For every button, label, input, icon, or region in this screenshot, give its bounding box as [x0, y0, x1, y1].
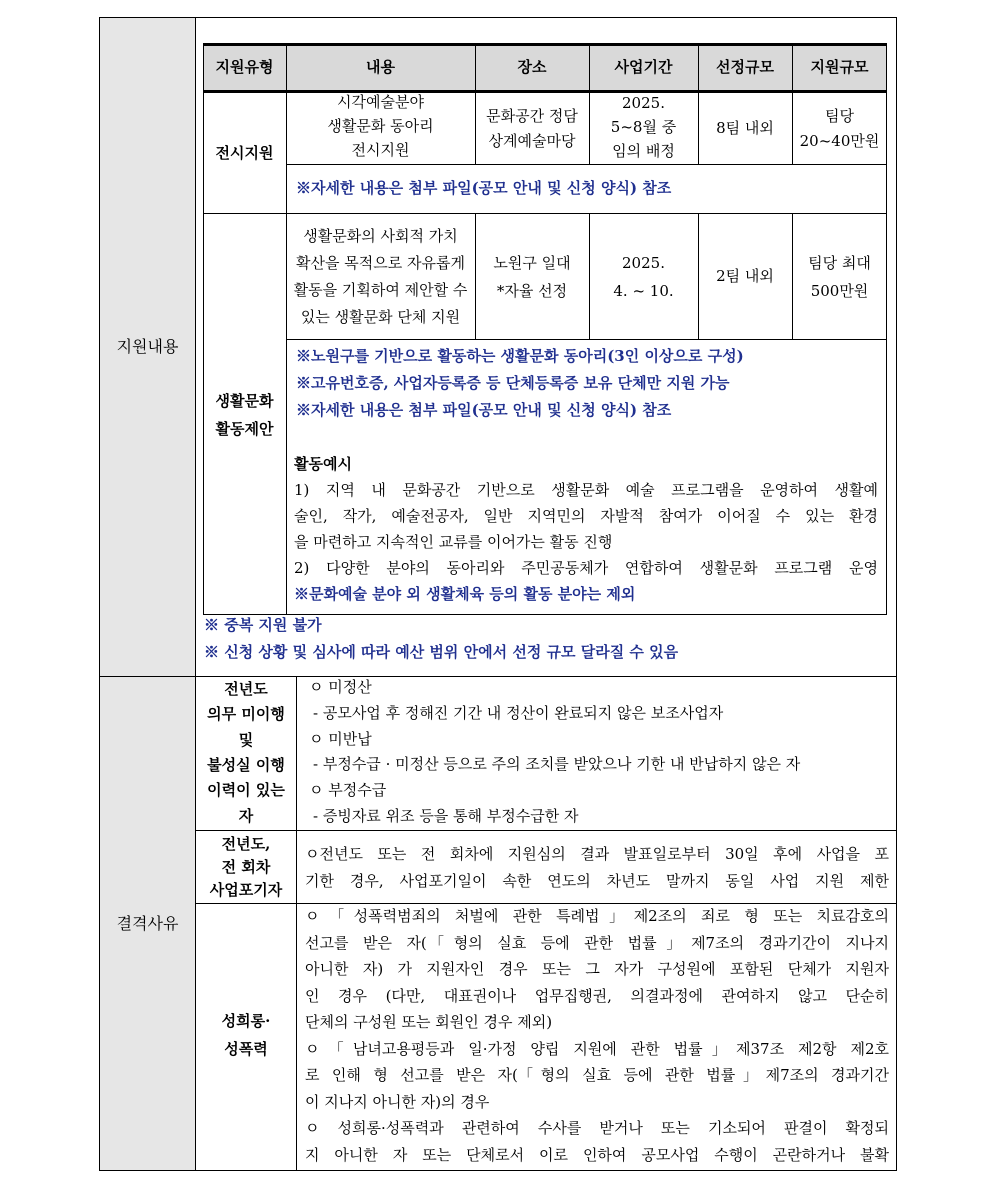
disq-row1-line-1: ㅇ 미정산	[309, 678, 372, 696]
disq-row3-label: 성희롱· 성폭력	[221, 1012, 271, 1058]
disq-row2-line-1: ㅇ전년도 또는 전 회차에 지원심의 결과 발표일로부터 30일 후에 사업을 포	[305, 845, 889, 863]
header-place: 장소	[517, 58, 547, 76]
disq-row1-label: 전년도 의무 미이행 및 불성실 이행 이력이 있는 자	[207, 680, 285, 825]
proposal-note-1: ※노원구를 기반으로 활동하는 생활문화 동아리(3인 이상으로 구성)	[296, 347, 744, 365]
disq-label-divider	[296, 676, 297, 1171]
disq-row1-line-3: ㅇ 미반납	[309, 729, 372, 748]
disq-row3-line-8: 이 지나지 아니한 자)의 경우	[305, 1092, 490, 1111]
proposal-type: 생활문화 활동제안	[215, 392, 274, 438]
header-content: 내용	[366, 58, 395, 76]
disq-row3-line-1: ㅇ「성폭력범죄의 처벌에 관한 특례법」제2조의 죄로 형 또는 치료감호의	[305, 907, 889, 925]
activity-examples	[294, 451, 878, 607]
header-support-amount: 지원규모	[810, 58, 869, 76]
section-label-disqualification: 결격사유	[116, 914, 179, 933]
exhibition-period: 2025. 5~8월 중 임의 배정	[610, 94, 677, 160]
footer-note-selection-scale: ※ 신청 상황 및 심사에 따라 예산 범위 안에서 선정 규모 달라질 수 있음	[204, 643, 679, 661]
disq-row3-line-6: ㅇ「남녀고용평등과 일·가정 양립 지원에 관한 법률」제37조 제2항 제2호	[305, 1039, 889, 1058]
disq-row3-line-5: 단체의 구성원 또는 회원인 경우 제외)	[305, 1013, 553, 1031]
outer-right-border	[896, 17, 897, 1171]
proposal-period: 2025. 4. ~ 10.	[613, 253, 674, 300]
header-selection-scale: 선정규모	[716, 58, 774, 76]
disq-row3-line-7: 로 인해 형 선고를 받은 자(「형의 실효 등에 관한 법률」제7조의 경과기간	[305, 1066, 889, 1084]
header-period: 사업기간	[614, 58, 673, 76]
proposal-place: 노원구 일대 *자율 선정	[493, 253, 571, 300]
exhibition-type: 전시지원	[215, 143, 274, 162]
disq-row3-line-2: 선고를 받은 자(「형의 실효 등에 관한 법률」제7조의 경과기간이 지나지	[305, 933, 889, 952]
disq-row1-line-2: - 공모사업 후 정해진 기간 내 정산이 완료되지 않은 보조사업자	[313, 703, 724, 722]
exhibition-amount: 팀당 20~40만원	[799, 106, 880, 150]
disq-row2-label: 전년도, 전 회차 사업포기자	[209, 834, 283, 899]
activity-example-title: 활동예시	[294, 455, 352, 473]
disq-row3-line-3: 아니한 자) 가 지원자인 경우 또는 그 자가 구성원에 포함된 단체가 지원자	[305, 960, 889, 978]
activity-example-1-line-3: 을 마련하고 지속적인 교류를 이어가는 활동 진행	[294, 533, 613, 551]
activity-example-2: 2) 다양한 분야의 동아리와 주민공동체가 연합하여 생활문화 프로그램 운영	[294, 559, 878, 577]
exhibition-scale: 8팀 내외	[716, 119, 774, 137]
proposal-amount: 팀당 최대 500만원	[808, 253, 871, 300]
disq-row1-content	[305, 675, 891, 830]
outer-bottom-border	[99, 1170, 897, 1171]
proposal-note-2: ※고유번호증, 사업자등록증 등 단체등록증 보유 단체만 지원 가능	[296, 374, 730, 392]
disq-row3-line-4: 인 경우 (다만, 대표권이나 업무집행권, 의결과정에 관여하지 않고 단순히	[305, 986, 889, 1005]
disq-row2-content	[305, 841, 889, 895]
disq-row1-line-4: - 부정수급 · 미정산 등으로 주의 조치를 받았으나 기한 내 반납하지 않은 자	[313, 755, 801, 774]
header-support-type: 지원유형	[215, 58, 274, 76]
support-footer-notes	[204, 612, 894, 666]
activity-example-1-line-2: 술인, 작가, 예술전공자, 일반 지역민의 자발적 참여가 이어질 수 있는 환경	[294, 507, 878, 525]
disq-row3-line-9: ㅇ 성희롱·성폭력과 관련하여 수사를 받거나 또는 기소되어 판결이 확정되	[305, 1119, 889, 1137]
activity-exclusion-note: ※문화예술 분야 외 생활체육 등의 활동 분야는 제외	[294, 585, 636, 603]
section-label-support: 지원내용	[116, 337, 179, 356]
proposal-notes	[296, 343, 881, 424]
outer-top-border	[99, 17, 897, 18]
disq-row1-line-5: ㅇ 부정수급	[309, 781, 387, 800]
disq-row3-line-10: 지 아니한 자 또는 단체로서 이로 인하여 공모사업 수행이 곤란하거나 불확	[305, 1145, 889, 1164]
activity-example-1-line-1: 1) 지역 내 문화공간 기반으로 생활문화 예술 프로그램을 운영하여 생활예	[294, 481, 878, 499]
disq-row2-line-2: 기한 경우, 사업포기일이 속한 연도의 차년도 말까지 동일 사업 지원 제한	[305, 872, 889, 890]
proposal-note-border	[286, 339, 887, 340]
disq-row1-line-6: - 증빙자료 위조 등을 통해 부정수급한 자	[313, 806, 579, 825]
exhibition-note: ※자세한 내용은 첨부 파일(공모 안내 및 신청 양식) 참조	[296, 179, 672, 197]
exhibition-content: 시각예술분야 생활문화 동아리 전시지원	[327, 93, 434, 159]
exhibition-note-border	[286, 164, 887, 165]
proposal-note-3: ※자세한 내용은 첨부 파일(공모 안내 및 신청 양식) 참조	[296, 401, 672, 419]
proposal-scale: 2팀 내외	[716, 267, 774, 285]
proposal-content: 생활문화의 사회적 가치 확산을 목적으로 자유롭게 활동을 기획하여 제안할 수 있는 생활문화 단체 지원	[293, 226, 468, 326]
disq-row3-content	[305, 903, 889, 1168]
exhibition-place: 문화공간 정담 상계예술마당	[486, 106, 578, 150]
disq-row1-bottom	[195, 830, 897, 831]
footer-note-no-duplicate: ※ 중복 지원 불가	[204, 616, 322, 634]
